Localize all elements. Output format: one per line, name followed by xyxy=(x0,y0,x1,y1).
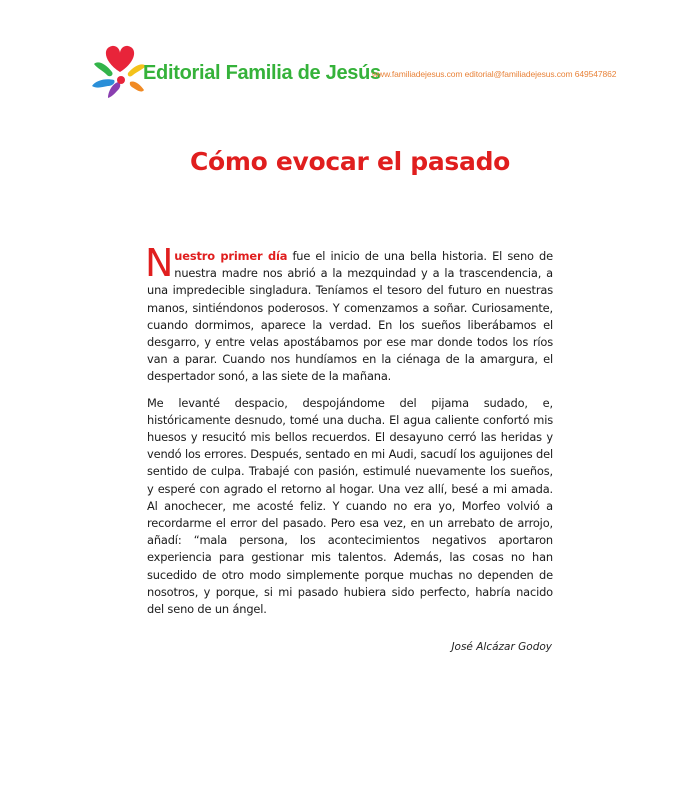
lead-phrase: uestro primer día xyxy=(174,249,288,263)
family-hands-heart-logo-icon xyxy=(90,42,150,100)
publisher-name: Editorial Familia de Jesús xyxy=(143,62,381,84)
drop-cap: N xyxy=(145,241,174,285)
paragraph-1-text: fue el inicio de una bella historia. El seno de nuestra madre nos abrió a la mezquindad y a la trascendencia, a una impredecible singladura. Teníamos el tesoro del futuro en nuestras manos, sintiéndonos poderosos. Y comenzamos a soñar. Curiosamente, cuando dormimos, aparece la verdad. En los sueños liberábamos el desgarro, y entre velas apostábamos por ese mar donde todos los ríos van a parar. Cuando nos hundíamos en la ciénaga de la amargura, el despertador sonó, a las siete de la mañana. xyxy=(147,249,553,384)
paragraph-1 xyxy=(145,241,553,386)
article-body xyxy=(145,241,553,627)
header xyxy=(90,42,617,102)
author-signature: José Alcázar Godoy xyxy=(451,641,552,653)
paragraph-2: Me levanté despacio, despojándome del pijama sudado, e, históricamente desnudo, tomé una ducha. El agua caliente confortó mis huesos y resucitó mis bellos recuerdos. El desayuno cerró las heridas y vendó los errores. Después, sentado en mi Audi, sacudí los aguijones del sentido de culpa. Trabajé con pasión, estimulé nuevamente los sueños, y esperé con agrado el retorno al hogar. Una vez allí, besé a mi amada. Al anochecer, me acosté feliz. Y cuando no era yo, Morfeo volvió a recordarme el error del pasado. Pero esa vez, en un arrebato de arrojo, añadí: “mala persona, los acontecimientos negativos aportaron experiencia para gestionar mis talentos. Además, las cosas no han sucedido de otro modo simplemente porque muchas no dependen de nosotros, y porque, si mi pasado hubiera sido perfecto, habría nacido del seno de un ángel. xyxy=(147,395,553,617)
page-title: Cómo evocar el pasado xyxy=(189,147,511,176)
publisher-contact: www.familiadejesus.com editorial@familiadejesus.com 649547862 xyxy=(372,69,617,79)
